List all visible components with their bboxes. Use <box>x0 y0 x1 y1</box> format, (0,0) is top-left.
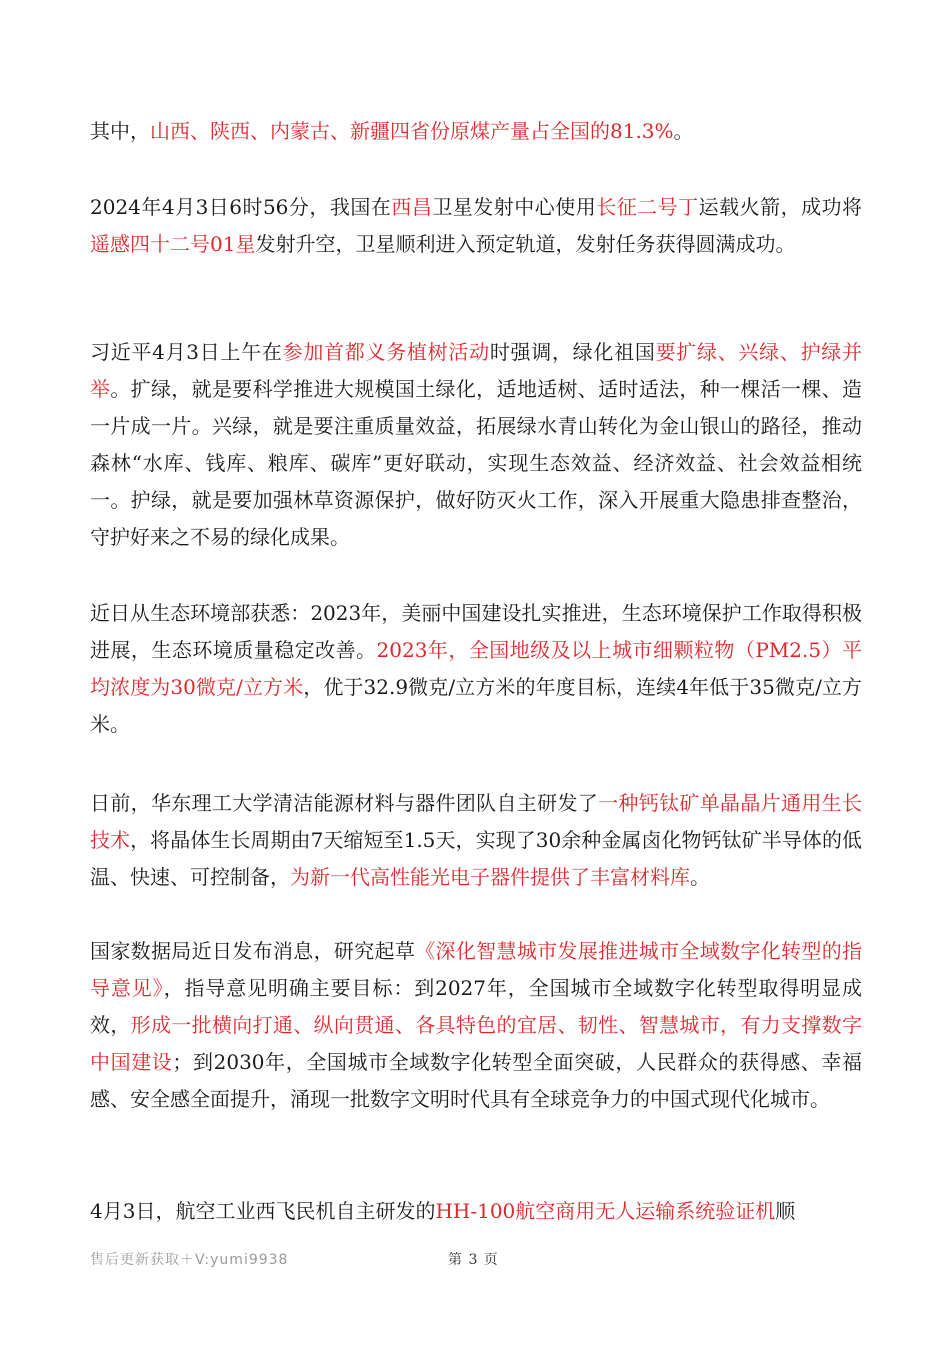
body-text: 发射升空，卫星顺利进入预定轨道，发射任务获得圆满成功。 <box>255 232 796 256</box>
body-text: 卫星发射中心使用 <box>432 195 597 219</box>
highlighted-text: 一种钙钛矿单晶晶片通用生长技术 <box>90 791 863 852</box>
body-text: 运载火箭，成功将 <box>698 195 863 219</box>
body-text: 。扩绿，就是要科学推进大规模国土绿化，适地适树、适时适法，种一棵活一棵、造一片成一片。兴绿，就是要注重质量效益，拓展绿水青山转化为金山银山的路径，推动森林“水库、钱库、粮库、碳库”更好联动，实现生态效益、经济效益、社会效益相统一。护绿，就是要加强林草资源保护，做好防灭火工作，深入开展重大隐患排查整治，守护好来之不易的绿化成果。 <box>90 377 863 549</box>
body-text: 其中， <box>90 119 150 143</box>
highlighted-text: 要扩绿、兴绿、护绿并举 <box>90 340 863 401</box>
highlighted-text: 西昌 <box>391 195 433 219</box>
body-text: 习近平4月3日上午在 <box>90 340 283 364</box>
body-text: 顺 <box>775 1199 796 1223</box>
highlighted-text: 山西、陕西、内蒙古、新疆四省份原煤产量占全国的81.3% <box>150 119 674 143</box>
body-text: ，优于32.9微克/立方米的年度目标，连续4年低于35微克/立方米。 <box>90 675 863 736</box>
highlighted-text: HH-100航空商用无人运输系统验证机 <box>435 1199 776 1223</box>
paragraph-coal-output <box>90 113 862 150</box>
body-text: ；到2030年，全国城市全域数字化转型全面突破，人民群众的获得感、幸福感、安全感全面提升，涌现一批数字文明时代具有全球竞争力的中国式现代化城市。 <box>90 1050 863 1111</box>
body-text: 时强调，绿化祖国 <box>489 340 656 364</box>
body-text: 。 <box>690 865 710 889</box>
body-text: 近日从生态环境部获悉：2023年，美丽中国建设扎实推进，生态环境保护工作取得积极进展，生态环境质量稳定改善。 <box>90 601 862 662</box>
body-text: 。 <box>673 119 694 143</box>
highlighted-text: 参加首都义务植树活动 <box>282 340 490 364</box>
highlighted-text: 为新一代高性能光电子器件提供了丰富材料库 <box>290 865 690 889</box>
highlighted-text: 《深化智慧城市发展推进城市全域数字化转型的指导意见》 <box>90 939 863 1000</box>
paragraph-satellite-launch <box>90 189 862 263</box>
paragraph-smart-city <box>90 933 862 1118</box>
highlighted-text: 形成一批横向打通、纵向贯通、各具特色的宜居、韧性、智慧城市，有力支撑数字中国建设 <box>90 1013 863 1074</box>
body-text: 日前，华东理工大学清洁能源材料与器件团队自主研发了 <box>90 791 599 815</box>
body-text: 2024年4月3日6时56分，我国在 <box>90 195 392 219</box>
highlighted-text: 长征二号丁 <box>596 195 699 219</box>
body-text: ，将晶体生长周期由7天缩短至1.5天，实现了30余种金属卤化物钙钛矿半导体的低温、快速、可控制备， <box>90 828 862 889</box>
paragraph-drone-transport <box>90 1193 862 1230</box>
body-text: ，指导意见明确主要目标：到2027年，全国城市全域数字化转型取得明显成效， <box>90 976 863 1037</box>
body-text: 国家数据局近日发布消息，研究起草 <box>90 939 416 963</box>
paragraph-perovskite <box>90 785 862 896</box>
highlighted-text: 遥感四十二号01星 <box>90 232 256 256</box>
paragraph-tree-planting <box>90 334 862 556</box>
footer-contact-text: 售后更新获取＋V:yumi9938 <box>90 1252 289 1268</box>
body-text: 4月3日，航空工业西飞民机自主研发的 <box>90 1199 436 1223</box>
paragraph-air-quality <box>90 595 862 743</box>
highlighted-text: 2023年，全国地级及以上城市细颗粒物（PM2.5）平均浓度为30微克/立方米 <box>90 638 863 699</box>
page-number: 第 3 页 <box>448 1252 499 1268</box>
